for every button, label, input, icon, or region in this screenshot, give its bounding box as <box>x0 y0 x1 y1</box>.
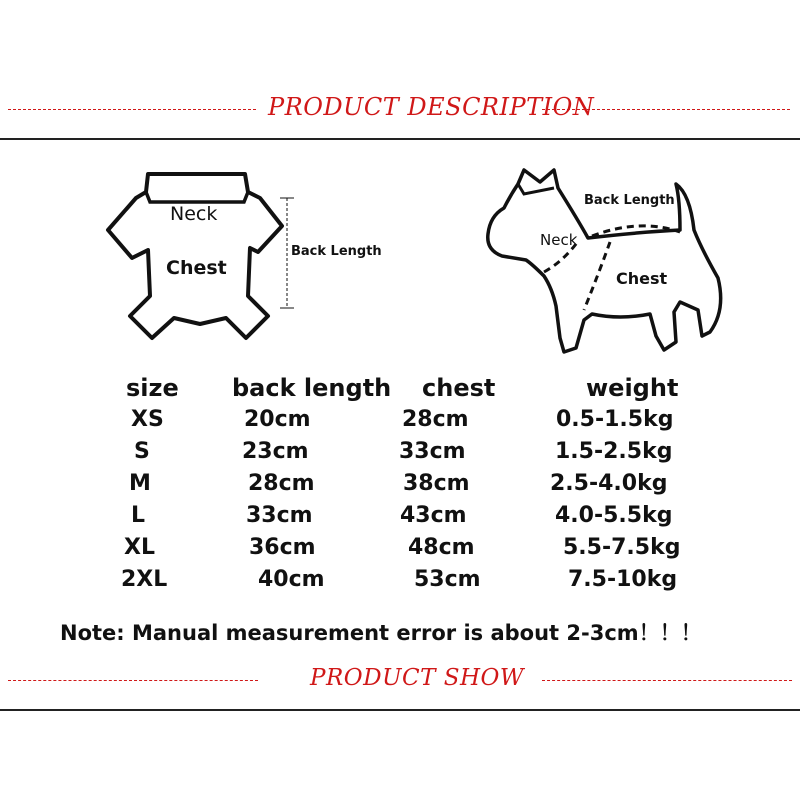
dog-chest-dash <box>584 242 610 310</box>
garment-back-length-label: Back Length <box>291 244 382 259</box>
chest-cell: 38cm <box>403 471 470 496</box>
garment-neck-label: Neck <box>170 203 218 225</box>
size-cell: S <box>134 439 150 464</box>
size-cell: L <box>131 503 146 528</box>
chest-cell: 48cm <box>408 535 475 560</box>
back-length-cell: 20cm <box>244 407 311 432</box>
chest-cell: 43cm <box>400 503 467 528</box>
table-row <box>0 471 800 503</box>
size-cell: M <box>129 471 151 496</box>
measurement-note: Note: Manual measurement error is about 2-3cm！！！ <box>60 621 702 645</box>
header-back-length: back length <box>232 374 392 402</box>
banner-rule <box>0 709 800 711</box>
banner-dash-left <box>8 109 256 110</box>
dog-ear-line <box>518 184 554 194</box>
back-length-cell: 23cm <box>242 439 309 464</box>
weight-cell: 4.0-5.5kg <box>555 503 673 528</box>
garment-collar-line <box>146 192 248 202</box>
table-row <box>0 503 800 535</box>
header-size: size <box>126 374 179 402</box>
garment-outline <box>108 174 282 338</box>
chest-cell: 28cm <box>402 407 469 432</box>
weight-cell: 1.5-2.5kg <box>555 439 673 464</box>
product-description-title: PRODUCT DESCRIPTION <box>268 93 595 121</box>
size-cell: XL <box>124 535 155 560</box>
banner-dash-left <box>8 680 258 681</box>
weight-cell: 7.5-10kg <box>568 567 678 592</box>
table-row <box>0 567 800 599</box>
table-row <box>0 439 800 471</box>
back-length-cell: 28cm <box>248 471 315 496</box>
dog-diagram <box>480 160 740 370</box>
dog-neck-label: Neck <box>540 231 578 249</box>
garment-diagram <box>100 168 400 378</box>
back-length-cell: 40cm <box>258 567 325 592</box>
back-length-cell: 36cm <box>249 535 316 560</box>
product-show-title: PRODUCT SHOW <box>310 665 525 691</box>
garment-chest-label: Chest <box>166 257 227 279</box>
size-cell: 2XL <box>121 567 168 592</box>
banner-dash-right <box>542 680 792 681</box>
table-row <box>0 535 800 567</box>
product-show-banner <box>0 660 800 710</box>
weight-cell: 0.5-1.5kg <box>556 407 674 432</box>
weight-cell: 2.5-4.0kg <box>550 471 668 496</box>
size-table-header <box>0 374 800 406</box>
chest-cell: 53cm <box>414 567 481 592</box>
product-description-banner <box>0 88 800 138</box>
chest-cell: 33cm <box>399 439 466 464</box>
banner-rule <box>0 138 800 140</box>
size-cell: XS <box>131 407 164 432</box>
table-row <box>0 407 800 439</box>
dog-back-length-label: Back Length <box>584 193 675 208</box>
weight-cell: 5.5-7.5kg <box>563 535 681 560</box>
banner-dash-right <box>542 109 790 110</box>
dog-chest-label: Chest <box>616 269 668 288</box>
header-chest: chest <box>422 374 496 402</box>
header-weight: weight <box>586 374 679 402</box>
back-length-cell: 33cm <box>246 503 313 528</box>
